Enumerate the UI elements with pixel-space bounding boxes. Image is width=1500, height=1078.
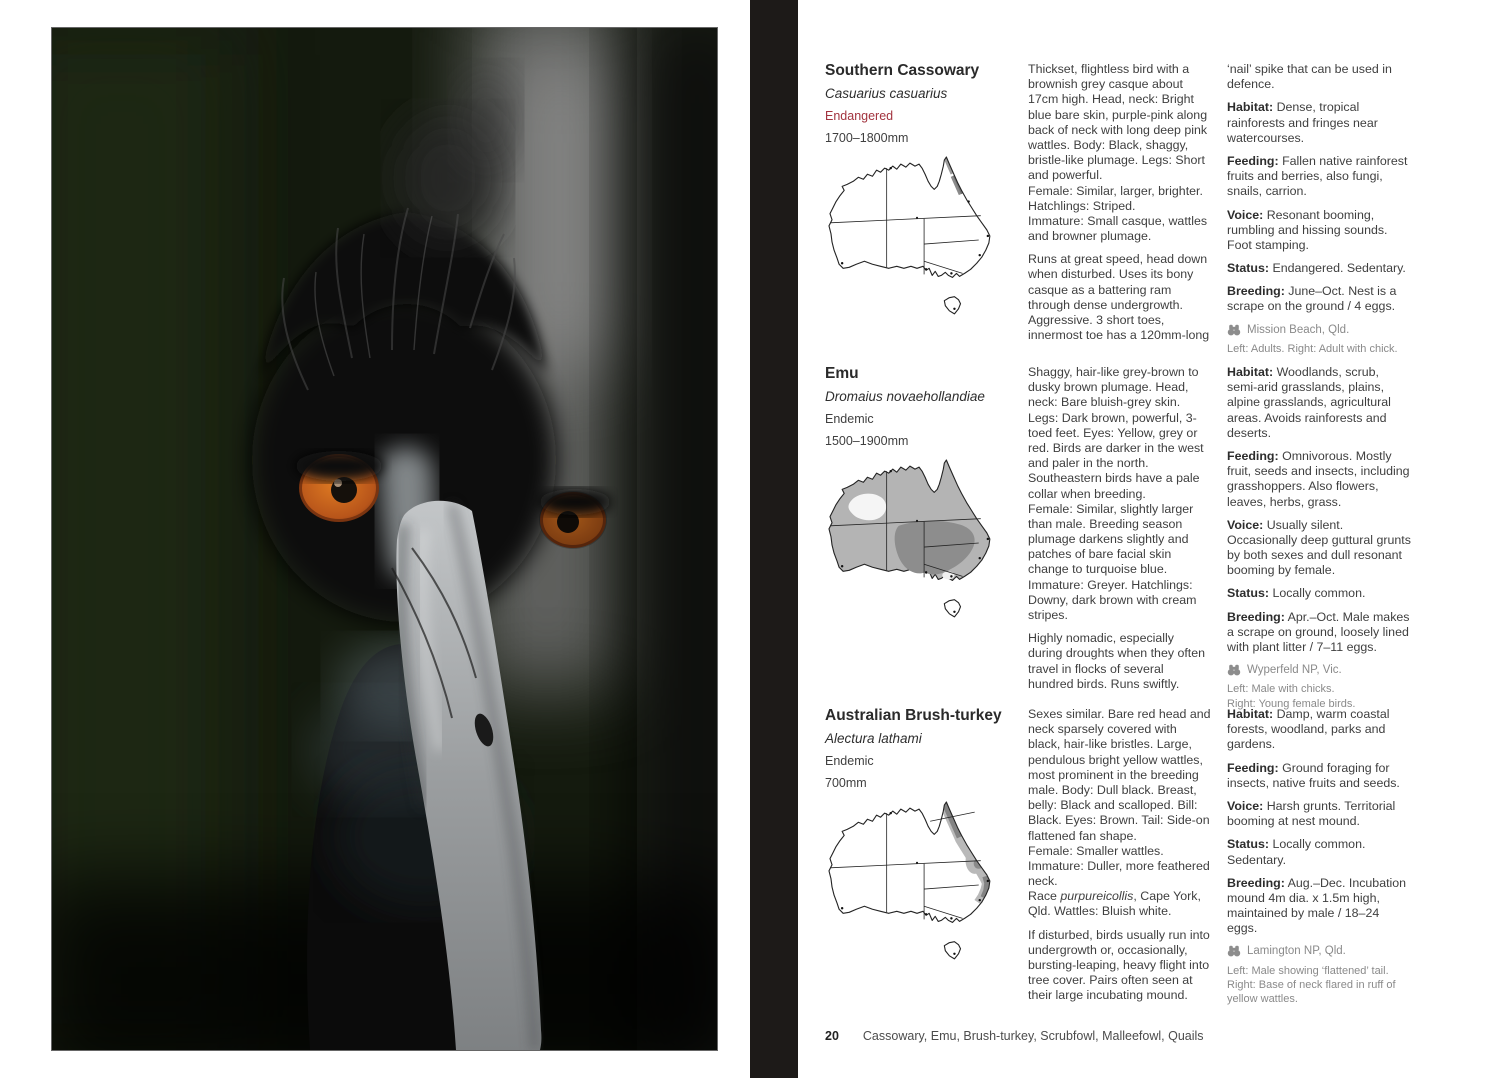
species-name: Southern Cassowary — [825, 62, 980, 79]
species-size: 700mm — [825, 775, 867, 790]
sighting-location: Lamington NP, Qld. — [1247, 945, 1346, 958]
footer-topics: Cassowary, Emu, Brush-turkey, Scrubfowl, Malleefowl, Quails — [862, 1029, 1204, 1043]
photo-captions: Left: Male showing ‘flattened’ tail. Right: Base of neck flared in ruff of yellow wattles. — [1227, 964, 1396, 1006]
binoculars-icon — [1227, 324, 1241, 336]
right-page — [798, 0, 1500, 1078]
species-status: Endemic — [825, 753, 874, 768]
species-header-column — [825, 62, 1012, 356]
species-description-column: Shaggy, hair-like grey-brown to dusky brown plumage. Head, neck: Bare bluish-grey skin. Legs: Dark brown, powerful, 3-toed feet. Eyes: Yellow, grey or red. Birds are darker in the west and paler in the north. Southeastern birds have a pale collar when breeding. Female: Similar, slightly larger than male. Breeding season plumage darkens slightly and patches of bare facial skin change to turquoise blue. Immature: Greyer. Hatchlings: Downy, dark brown with cream stripes. Highly nomadic, especially during droughts when they often travel in flocks of several hundred birds. Runs swiftly. — [1028, 365, 1206, 691]
sighting-location: Wyperfeld NP, Vic. — [1247, 664, 1342, 677]
species-info-paragraphs: Habitat: Woodlands, scrub, semi-arid grasslands, plains, alpine grasslands, agricultural areas. Avoids rainforests and deserts. Feeding: Omnivorous. Mostly fruit, seeds and insects, including grasshoppers. Also flowers, leaves, herbs, grass. Voice: Usually silent. Occasionally deep guttural grunts by both sexes and dull resonant booming by female. Status: Locally common. Breeding: Apr.–Oct. Male makes a scrape on ground, loosely lined with plant litter / 7–11 eggs. — [1227, 365, 1411, 654]
species-section-emu — [825, 365, 1412, 711]
species-description-column: Thickset, flightless bird with a brownish grey casque about 17cm high. Head, neck: Bright blue bare skin, purple-pink along back of neck with long deep pink wattles. Body: Black, shaggy, bristle-like plumage. Legs: Short and powerful. Female: Similar, larger, brighter. Hatchlings: Striped. Immature: Small casque, wattles and browner plumage. Runs at great speed, head down when disturbed. Uses its bony casque as a battering ram through dense undergrowth. Aggressive. 3 short toes, innermost toe has a 120mm-long — [1028, 62, 1210, 343]
sighting-location: Mission Beach, Qld. — [1247, 323, 1350, 336]
species-scientific-name: Alectura lathami — [825, 730, 922, 746]
binoculars-icon — [1227, 664, 1241, 676]
range-map-australian-brush-turkey — [825, 800, 1007, 972]
photo-captions: Left: Adults. Right: Adult with chick. — [1227, 342, 1398, 355]
species-status: Endemic — [825, 411, 874, 426]
species-size: 1500–1900mm — [825, 433, 909, 448]
species-status: Endangered — [825, 108, 894, 123]
species-scientific-name: Casuarius casuarius — [825, 85, 948, 101]
species-info-paragraphs: ‘nail’ spike that can be used in defence. Habitat: Dense, tropical rainforests and fringes near watercourses. Feeding: Fallen native rainforest fruits and berries, also fungi, snails, carrion. Voice: Resonant booming, rumbling and hissing sounds. Foot stamping. Status: Endangered. Sedentary. Breeding: June–Oct. Nest is a scrape on the ground / 4 eggs. — [1227, 62, 1408, 314]
species-info-paragraphs: Habitat: Damp, warm coastal forests, woodland, parks and gardens. Feeding: Ground foraging for insects, native fruits and seeds. Voice: Harsh grunts. Territorial booming at nest mound. Status: Locally common. Sedentary. Breeding: Aug.–Dec. Incubation mound 4m dia. x 1.5m high, maintained by male / 18–24 eggs. — [1227, 707, 1407, 936]
species-info-column — [1227, 365, 1412, 711]
book-gutter — [750, 0, 798, 1078]
sighting-row — [1227, 944, 1412, 958]
page-number: 20 — [825, 1029, 839, 1043]
species-header-column — [825, 365, 1012, 711]
species-info-column — [1227, 707, 1412, 1012]
range-map-emu — [825, 458, 1007, 630]
page-footer — [825, 1029, 1204, 1043]
species-section-southern-cassowary — [825, 62, 1412, 356]
emu-photo — [52, 28, 717, 1050]
emu-photo-art — [52, 28, 717, 1050]
species-info-column — [1227, 62, 1412, 356]
species-scientific-name: Dromaius novaehollandiae — [825, 388, 985, 404]
sighting-row — [1227, 323, 1412, 337]
binoculars-icon — [1227, 945, 1241, 957]
species-name: Emu — [825, 365, 859, 382]
species-description-column: Sexes similar. Bare red head and neck sparsely covered with black, hair-like bristles. Large, pendulous bright yellow wattles, most prominent in the breeding male. Body: Dull black. Breast, belly: Black and scalloped. Bill: Black. Eyes: Brown. Tail: Side-on flattened fan shape. Female: Smaller wattles. Immature: Duller, more feathered neck. Race purpureicollis, Cape York, Qld. Wattles: Bluish white. If disturbed, birds usually run into undergrowth or, occasionally, bursting-leaping, heavy flight into tree cover. Pairs often seen at their large incubating mound. — [1028, 707, 1211, 1003]
species-size: 1700–1800mm — [825, 130, 909, 145]
sighting-row — [1227, 663, 1412, 677]
species-name: Australian Brush-turkey — [825, 707, 1002, 724]
species-header-column — [825, 707, 1012, 1012]
range-map-southern-cassowary — [825, 155, 1007, 327]
photo-captions: Left: Male with chicks. Right: Young female birds. — [1227, 683, 1356, 710]
species-section-australian-brush-turkey — [825, 707, 1412, 1012]
